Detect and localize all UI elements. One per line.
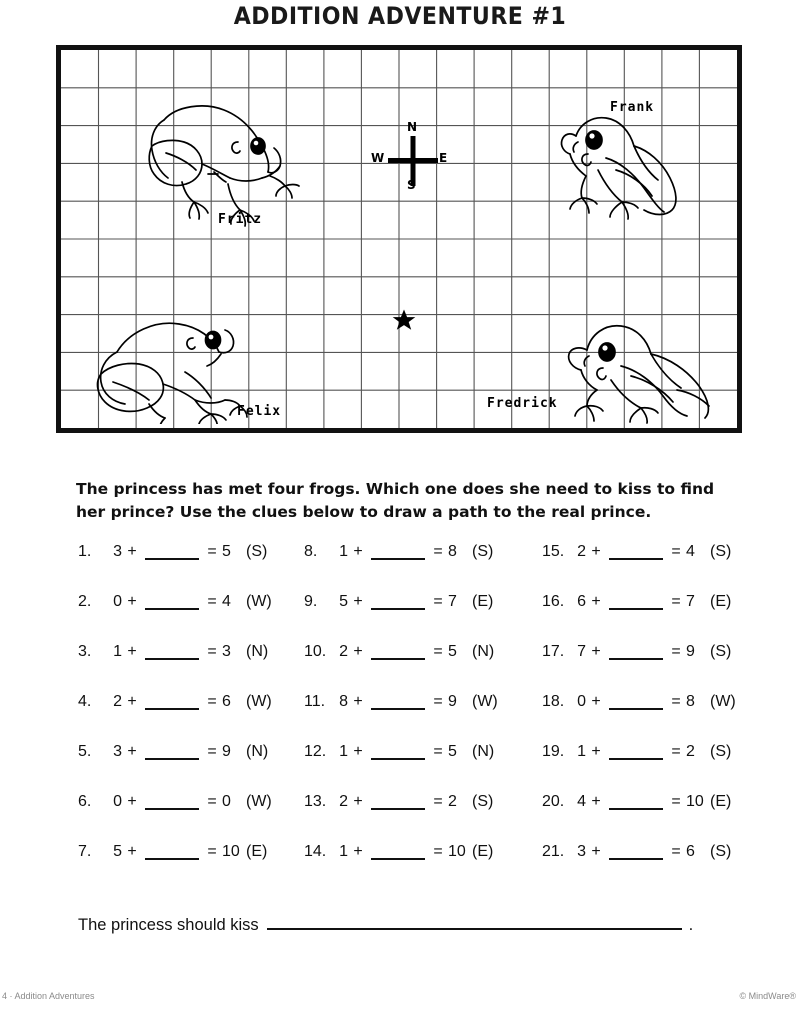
problem-number: 3.	[78, 643, 92, 660]
problem-number: 1.	[78, 543, 92, 560]
problem-row	[304, 793, 498, 843]
equals-sign: =	[671, 543, 681, 560]
problem-number: 14.	[304, 843, 327, 860]
equals-sign: =	[671, 743, 681, 760]
direction-code: (S)	[710, 843, 732, 860]
problem-number: 4.	[78, 693, 92, 710]
problem-addend: 0	[113, 793, 122, 810]
problem-row	[542, 593, 736, 643]
problem-addend: 2	[577, 543, 586, 560]
direction-code: (E)	[472, 593, 494, 610]
answer-blank-field[interactable]	[371, 543, 425, 560]
answer-blank-field[interactable]	[609, 693, 663, 710]
direction-code: (W)	[246, 693, 272, 710]
answer-blank-field[interactable]	[609, 743, 663, 760]
plus-sign: +	[127, 693, 137, 710]
plus-sign: +	[127, 543, 137, 560]
direction-code: (E)	[472, 843, 494, 860]
problem-sum: 10	[686, 793, 704, 810]
equals-sign: =	[433, 643, 443, 660]
frog-label-fredrick: Fredrick	[487, 396, 558, 411]
frog-label-frank: Frank	[610, 100, 655, 115]
plus-sign: +	[353, 743, 363, 760]
problem-number: 21.	[542, 843, 565, 860]
equals-sign: =	[433, 593, 443, 610]
plus-sign: +	[353, 593, 363, 610]
map-grid-area	[56, 45, 742, 433]
problem-addend: 2	[339, 643, 348, 660]
direction-code: (N)	[472, 743, 495, 760]
problem-number: 20.	[542, 793, 565, 810]
problem-row	[304, 743, 498, 793]
direction-code: (W)	[246, 793, 272, 810]
problem-row	[542, 693, 736, 743]
equals-sign: =	[207, 693, 217, 710]
problem-row	[78, 693, 272, 743]
instructions-text: The princess has met four frogs. Which one does she need to kiss to find her prince? Use the clues below to draw a path to the real prince.	[76, 479, 715, 521]
frog-fredrick	[487, 304, 719, 424]
plus-sign: +	[591, 693, 601, 710]
problem-row	[542, 793, 736, 843]
direction-code: (W)	[246, 593, 272, 610]
direction-code: (N)	[472, 643, 495, 660]
problem-row	[542, 643, 736, 693]
equals-sign: =	[671, 693, 681, 710]
problem-row	[78, 743, 272, 793]
problem-sum: 8	[448, 543, 457, 560]
problem-row	[78, 793, 272, 843]
footer-page-label: 4 · Addition Adventures	[2, 991, 95, 1001]
problem-sum: 4	[222, 593, 231, 610]
answer-blank-field[interactable]	[145, 793, 199, 810]
problem-number: 16.	[542, 593, 565, 610]
problem-sum: 7	[686, 593, 695, 610]
direction-code: (E)	[710, 593, 732, 610]
problem-number: 5.	[78, 743, 92, 760]
plus-sign: +	[127, 793, 137, 810]
problem-sum: 8	[686, 693, 695, 710]
answer-blank-field[interactable]	[371, 743, 425, 760]
equals-sign: =	[433, 543, 443, 560]
answer-blank-field[interactable]	[371, 593, 425, 610]
answer-blank-field[interactable]	[371, 693, 425, 710]
final-answer-field[interactable]	[267, 912, 682, 930]
problem-number: 9.	[304, 593, 318, 610]
final-answer-prompt: The princess should kiss	[78, 916, 259, 934]
problem-row	[542, 843, 736, 893]
answer-blank-field[interactable]	[145, 543, 199, 560]
problem-addend: 1	[577, 743, 586, 760]
plus-sign: +	[127, 743, 137, 760]
frog-fritz	[146, 98, 306, 228]
plus-sign: +	[591, 543, 601, 560]
direction-code: (E)	[710, 793, 732, 810]
equals-sign: =	[433, 843, 443, 860]
problem-sum: 0	[222, 793, 231, 810]
problem-sum: 6	[686, 843, 695, 860]
final-answer-period: .	[688, 916, 694, 934]
plus-sign: +	[591, 793, 601, 810]
problem-addend: 2	[113, 693, 122, 710]
frog-frank	[546, 98, 696, 228]
equals-sign: =	[207, 543, 217, 560]
answer-blank-field[interactable]	[371, 643, 425, 660]
answer-blank-field[interactable]	[371, 793, 425, 810]
compass-north-label: N	[407, 120, 418, 134]
final-answer-line	[78, 912, 693, 935]
answer-blank-field[interactable]	[145, 743, 199, 760]
problem-sum: 2	[686, 743, 695, 760]
problem-number: 18.	[542, 693, 565, 710]
problem-row	[78, 543, 272, 593]
problem-addend: 2	[339, 793, 348, 810]
problem-addend: 1	[339, 743, 348, 760]
problem-row	[304, 843, 498, 893]
plus-sign: +	[591, 643, 601, 660]
equals-sign: =	[671, 593, 681, 610]
problem-addend: 3	[113, 743, 122, 760]
problem-number: 7.	[78, 843, 92, 860]
answer-blank-field[interactable]	[145, 843, 199, 860]
answer-blank-field[interactable]	[609, 643, 663, 660]
equals-sign: =	[207, 793, 217, 810]
problem-row	[78, 593, 272, 643]
problem-row	[304, 543, 498, 593]
problem-addend: 0	[113, 593, 122, 610]
problem-number: 8.	[304, 543, 318, 560]
page-title: ADDITION ADVENTURE #1	[233, 2, 567, 30]
equals-sign: =	[433, 693, 443, 710]
problem-row	[304, 593, 498, 643]
plus-sign: +	[353, 693, 363, 710]
problem-number: 17.	[542, 643, 565, 660]
plus-sign: +	[353, 793, 363, 810]
problem-sum: 9	[222, 743, 231, 760]
equals-sign: =	[207, 643, 217, 660]
problem-addend: 0	[577, 693, 586, 710]
problem-sum: 5	[222, 543, 231, 560]
direction-code: (S)	[710, 643, 732, 660]
problem-sum: 10	[448, 843, 466, 860]
answer-blank-field[interactable]	[609, 793, 663, 810]
footer-copyright-label: © MindWare®	[739, 991, 796, 1001]
plus-sign: +	[353, 543, 363, 560]
plus-sign: +	[591, 843, 601, 860]
problem-addend: 4	[577, 793, 586, 810]
direction-code: (S)	[710, 543, 732, 560]
page-footer	[0, 991, 800, 1011]
direction-code: (W)	[472, 693, 498, 710]
problem-sum: 2	[448, 793, 457, 810]
direction-code: (S)	[246, 543, 268, 560]
frog-label-fritz: Fritz	[218, 212, 263, 227]
problem-sum: 5	[448, 643, 457, 660]
direction-code: (W)	[710, 693, 736, 710]
problem-row	[304, 643, 498, 693]
problem-sum: 5	[448, 743, 457, 760]
answer-blank-field[interactable]	[609, 543, 663, 560]
problem-number: 6.	[78, 793, 92, 810]
problem-number: 12.	[304, 743, 327, 760]
problem-sum: 9	[448, 693, 457, 710]
problem-addend: 5	[113, 843, 122, 860]
problem-number: 10.	[304, 643, 327, 660]
direction-code: (S)	[472, 543, 494, 560]
problem-addend: 3	[113, 543, 122, 560]
compass-south-label: S	[407, 178, 416, 192]
problem-addend: 5	[339, 593, 348, 610]
problem-sum: 3	[222, 643, 231, 660]
direction-code: (S)	[710, 743, 732, 760]
equals-sign: =	[671, 843, 681, 860]
problem-row	[78, 643, 272, 693]
equals-sign: =	[207, 743, 217, 760]
problem-number: 19.	[542, 743, 565, 760]
answer-blank-field[interactable]	[145, 643, 199, 660]
problem-number: 13.	[304, 793, 327, 810]
answer-blank-field[interactable]	[609, 593, 663, 610]
answer-blank-field[interactable]	[145, 593, 199, 610]
plus-sign: +	[127, 843, 137, 860]
problem-addend: 8	[339, 693, 348, 710]
problem-addend: 7	[577, 643, 586, 660]
plus-sign: +	[127, 643, 137, 660]
direction-code: (E)	[246, 843, 268, 860]
problem-number: 11.	[304, 693, 326, 710]
plus-sign: +	[353, 843, 363, 860]
problem-number: 15.	[542, 543, 565, 560]
direction-code: (S)	[472, 793, 494, 810]
problem-column-3	[542, 543, 736, 893]
problem-number: 2.	[78, 593, 92, 610]
problem-addend: 1	[339, 843, 348, 860]
problem-column-2	[304, 543, 498, 893]
equals-sign: =	[671, 643, 681, 660]
problem-sum: 4	[686, 543, 695, 560]
problem-sum: 6	[222, 693, 231, 710]
direction-code: (N)	[246, 743, 269, 760]
frog-felix	[95, 312, 282, 424]
star-marker-icon	[392, 308, 416, 332]
equals-sign: =	[207, 843, 217, 860]
problem-sum: 7	[448, 593, 457, 610]
problem-row	[542, 543, 736, 593]
problem-sum: 9	[686, 643, 695, 660]
equals-sign: =	[433, 743, 443, 760]
answer-blank-field[interactable]	[609, 843, 663, 860]
equals-sign: =	[671, 793, 681, 810]
direction-code: (N)	[246, 643, 269, 660]
plus-sign: +	[591, 743, 601, 760]
answer-blank-field[interactable]	[371, 843, 425, 860]
problem-addend: 6	[577, 593, 586, 610]
equals-sign: =	[433, 793, 443, 810]
compass-west-label: W	[371, 151, 385, 165]
plus-sign: +	[127, 593, 137, 610]
problem-addend: 3	[577, 843, 586, 860]
frog-label-felix: Felix	[237, 404, 282, 419]
plus-sign: +	[353, 643, 363, 660]
problem-column-1	[78, 543, 272, 893]
answer-blank-field[interactable]	[145, 693, 199, 710]
problem-list	[78, 543, 778, 873]
compass-rose	[371, 120, 448, 194]
problem-row	[78, 843, 272, 893]
equals-sign: =	[207, 593, 217, 610]
plus-sign: +	[591, 593, 601, 610]
compass-east-label: E	[439, 151, 448, 165]
problem-addend: 1	[113, 643, 122, 660]
problem-addend: 1	[339, 543, 348, 560]
problem-row	[304, 693, 498, 743]
problem-sum: 10	[222, 843, 240, 860]
problem-row	[542, 743, 736, 793]
